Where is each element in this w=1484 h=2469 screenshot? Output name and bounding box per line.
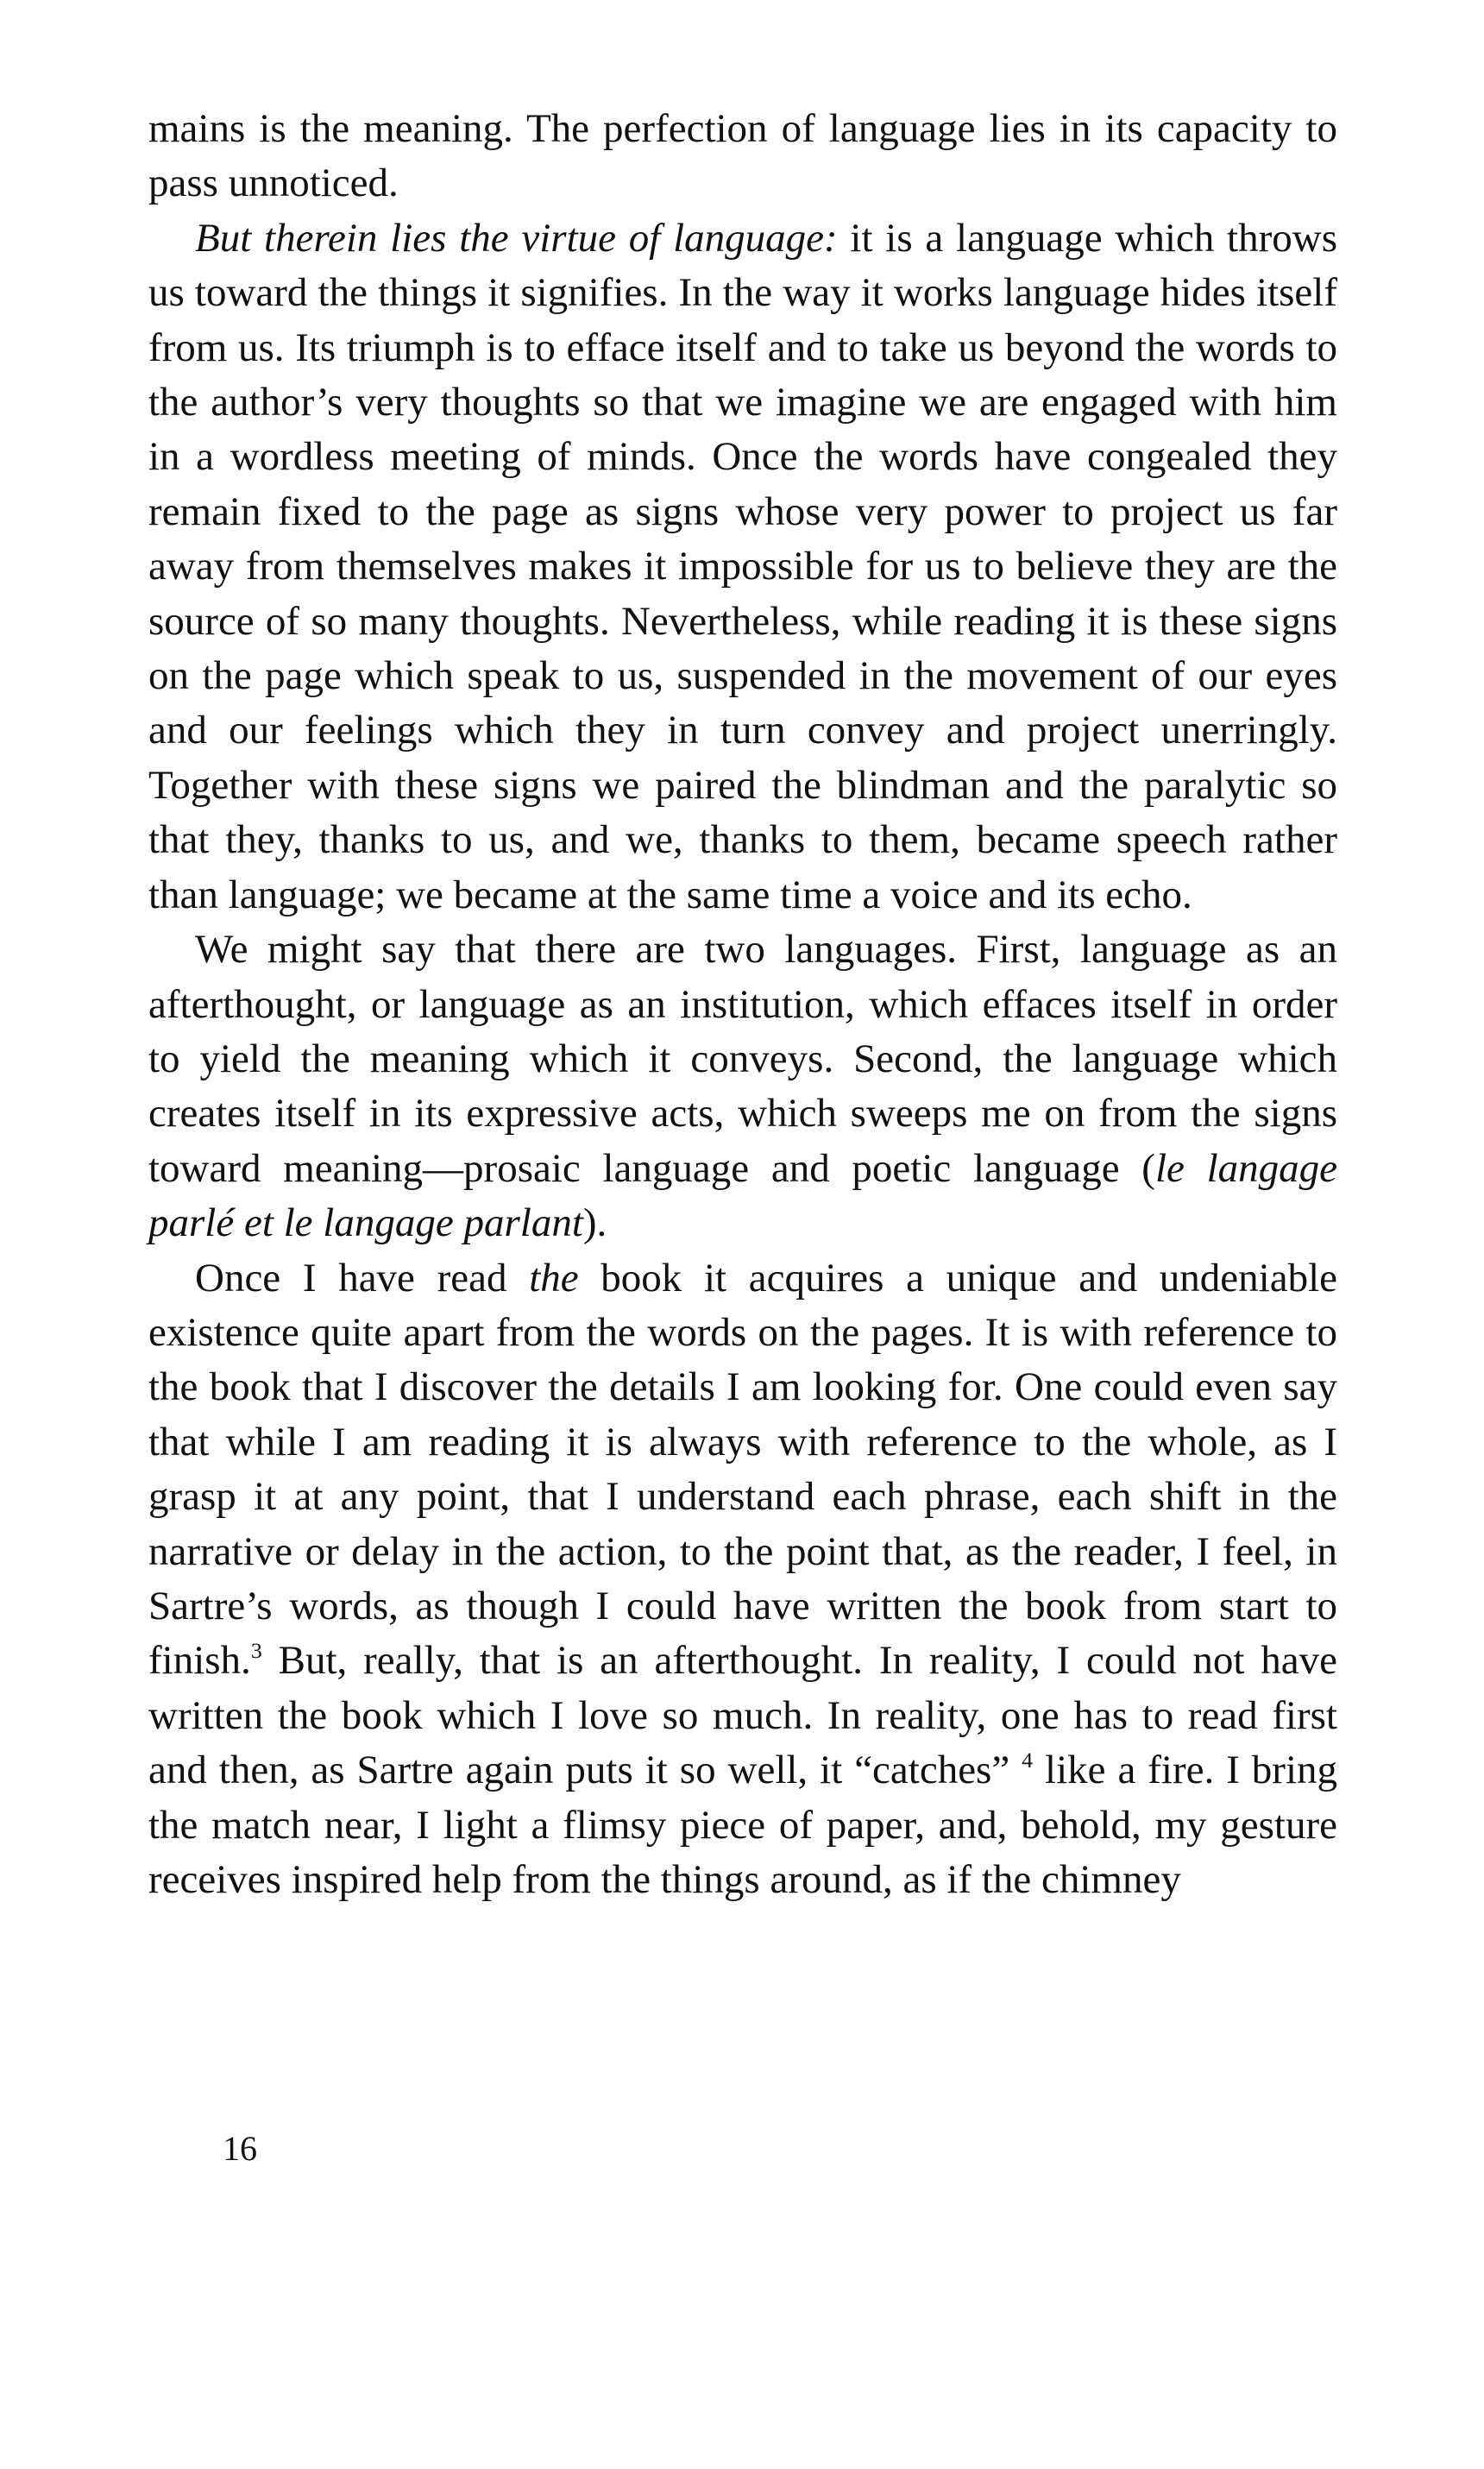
italic-segment: le langage parlé et le langage parlant	[148, 1145, 1337, 1246]
text-segment: Once I have read	[195, 1255, 530, 1301]
text-segment: We might say that there are two languages. First, language as an afterthought, or language as an institution, which effaces itself in order to yield the meaning which it conveys. Second, the language which creates itself in its expressive acts, which sweeps me on from the signs toward meaning—prosaic language and poetic language (	[148, 927, 1337, 1191]
text-segment: like a fire. I bring the match near, I light a flimsy piece of paper, and, behold, my gesture receives inspired help from the things around, as if the chimney	[148, 1748, 1338, 1902]
page-number: 16	[223, 2129, 257, 2168]
text-segment: But, really, that is an afterthought. In reality, I could not have written the book which I love so much. In reality, one has to read first and then, as Sartre again puts it so well, it “catches”	[148, 1638, 1337, 1793]
italic-segment: But therein lies the virtue of language:	[195, 215, 838, 261]
paragraph	[148, 211, 1337, 923]
paragraph	[148, 923, 1337, 1250]
body-text	[148, 102, 1337, 1907]
italic-segment: the	[529, 1255, 579, 1301]
text-segment: it is a language which throws us toward the things it signifies. In the way it works language hides itself from us. Its triumph is to efface itself and to take us beyond the words to the author’s very thoughts so that we imagine we are engaged with him in a wordless meeting of minds. Once the words have congealed they remain fixed to the page as signs whose very power to project us far away from themselves makes it impossible for us to believe they are the source of so many thoughts. Nevertheless, while reading it is these signs on the page which speak to us, suspended in the movement of our eyes and our feelings which they in turn convey and project unerringly. Together with these signs we paired the blindman and the paralytic so that they, thanks to us, and we, thanks to them, became speech rather than language; we became at the same time a voice and its echo.	[148, 215, 1337, 917]
text-segment: ).	[582, 1200, 607, 1246]
text-segment: mains is the meaning. The perfection of language lies in its capacity to pass unnoticed.	[148, 106, 1337, 206]
paragraph-continuation	[148, 102, 1337, 211]
paragraph	[148, 1251, 1337, 1908]
footnote-marker: 3	[250, 1638, 262, 1664]
footnote-marker: 4	[1022, 1748, 1034, 1773]
text-segment: book it acquires a unique and undeniable existence quite apart from the words on the pages. It is with reference to the book that I discover the details I am looking for. One could even say that while I am reading it is always with reference to the whole, as I grasp it at any point, that I understand each phrase, each shift in the narrative or delay in the action, to the point that, as the reader, I feel, in Sartre’s words, as though I could have written the book from start to finish.	[148, 1255, 1337, 1684]
